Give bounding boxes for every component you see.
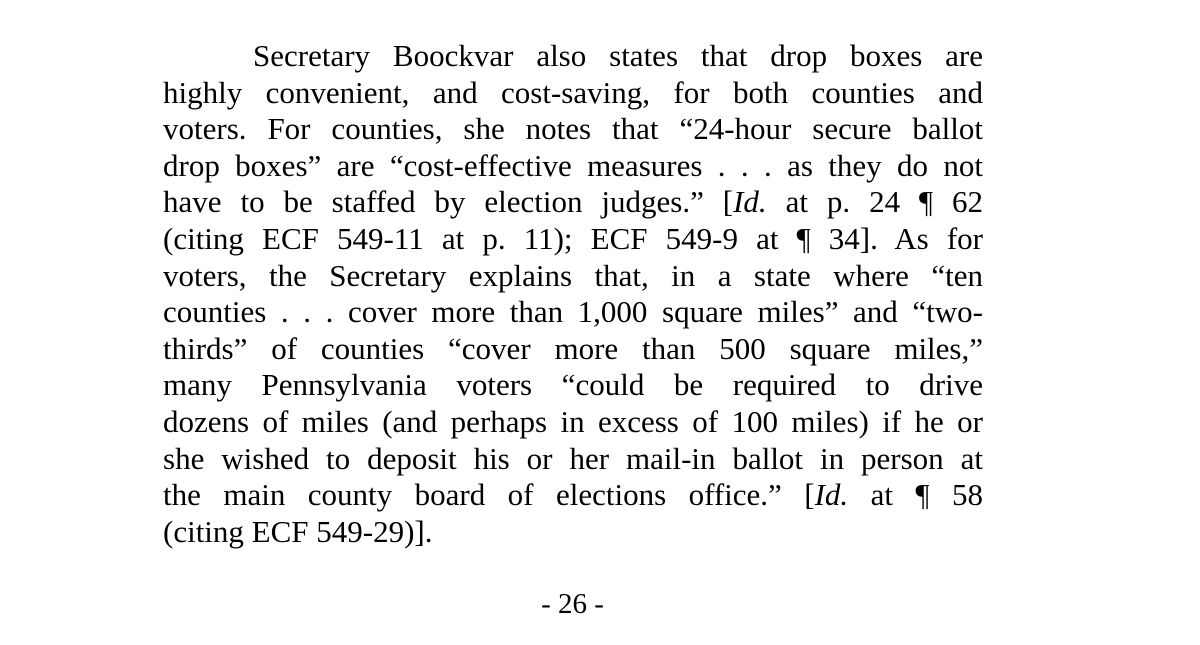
page-number: - 26 - [541, 588, 604, 620]
citation-signal: Id. [733, 184, 767, 220]
paragraph-line: (citing ECF 549-11 at p. 11); ECF 549-9 at ¶ 34]. As for [163, 220, 983, 256]
paragraph-line: Secretary Boockvar also states that drop boxes are [253, 38, 983, 73]
clipped-previous-line [163, 0, 983, 6]
paragraph-line: thirds” of counties “cover more than 500 square miles,” [163, 330, 983, 366]
citation-signal: Id. [814, 477, 849, 513]
paragraph-line: have to be staffed by election judges.” [Id. at p. 24 ¶ 62 [163, 184, 984, 220]
paragraph-line: dozens of miles (and perhaps in excess of 100 miles) if he or [163, 403, 983, 439]
paragraph-line: drop boxes” are “cost-effective measures . . . as they do not [163, 147, 983, 183]
paragraph-line: highly convenient, and cost-saving, for both counties and [163, 74, 983, 110]
paragraph-line: voters. For counties, she notes that “24-hour secure ballot [163, 111, 983, 147]
paragraph-line: counties . . . cover more than 1,000 square miles” and “two- [163, 294, 983, 330]
paragraph-line: (citing ECF 549-29)]. [163, 513, 433, 549]
paragraph-line: the main county board of elections office.” [Id. at ¶ 58 [163, 477, 983, 513]
paragraph-line: many Pennsylvania voters “could be required to drive [163, 367, 983, 403]
paragraph-line: she wished to deposit his or her mail-in ballot in person at [163, 440, 983, 476]
paragraph-line: voters, the Secretary explains that, in a state where “ten [163, 257, 983, 293]
body-paragraph [163, 38, 983, 550]
